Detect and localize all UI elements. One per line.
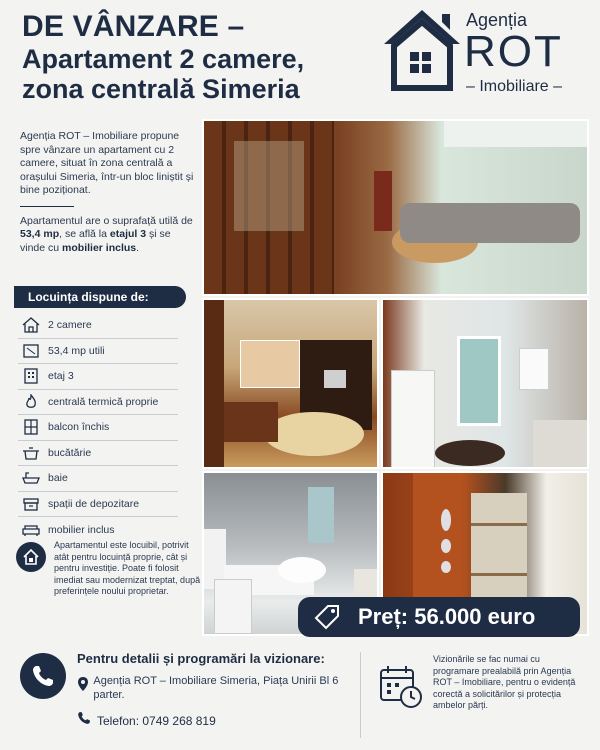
feature-label: spații de depozitare [48,497,140,510]
feature-item [18,339,178,365]
feature-label: centrală termică proprie [48,395,159,408]
intro-floor: etajul 3 [109,228,147,240]
intro-paragraph-2 [20,215,196,256]
flame-icon [18,394,48,410]
storage-box-icon [18,496,48,512]
feature-label: 53,4 mp utili [48,344,105,357]
intro-text-part: , se află la [59,228,110,240]
logo-imobiliare: – Imobiliare – [466,78,563,95]
feature-item [18,441,178,467]
house-icon [18,317,48,333]
feature-label: mobilier inclus [48,523,115,536]
price-label: Preț: 56.000 euro [358,604,536,629]
feature-label: balcon închis [48,421,110,434]
contact-phone[interactable] [77,711,216,730]
bottom-divider [360,652,361,738]
kitchen-photo [381,298,589,469]
agency-logo [382,8,592,98]
area-icon [18,343,48,359]
headline-line-3: zona centrală Simeria [22,74,300,104]
intro-text [20,130,196,255]
building-icon [18,368,48,384]
feature-item [18,517,178,543]
window-icon [18,419,48,435]
feature-item [18,415,178,441]
feature-item [18,492,178,518]
sofa-icon [18,522,48,538]
intro-text-part: și se vinde cu [20,228,171,254]
feature-item [18,313,178,339]
headline [22,10,382,104]
feature-item [18,390,178,416]
feature-label: 2 camere [48,319,92,332]
contact-address [77,674,347,702]
feature-label: bucătărie [48,446,92,459]
location-pin-icon [77,674,93,702]
intro-furniture: mobilier inclus [62,241,137,254]
feature-item [18,466,178,492]
pot-icon [18,445,48,461]
headline-line-2: Apartament 2 camere, [22,44,305,74]
living-room-photo [202,119,589,296]
contact-title: Pentru detalii și programări la vizionare: [77,651,325,666]
feature-label: baie [48,472,68,485]
house-key-icon [16,542,46,572]
bathtub-icon [18,470,48,486]
feature-item [18,364,178,390]
visit-note: Vizionările se fac numai cu programare prealabilă prin Agenția ROT – Imobiliare, pentru o evidență corectă a solicitărilor și protecția ambelor părți. [433,654,576,710]
price-banner [298,597,580,637]
address-text: Agenția ROT – Imobiliare Simeria, Piața Unirii Bl 6 parter. [93,675,339,701]
logo-agentia: Agenția [466,10,528,30]
logo-rot: ROT [464,27,563,76]
price-tag-icon [312,602,342,632]
calendar-clock-icon [378,664,424,710]
phone-icon [20,653,66,699]
features-heading: Locuința dispune de: [14,286,186,308]
phone-text[interactable]: Telefon: 0749 268 819 [97,713,216,728]
headline-line-1: DE VÂNZARE – [22,10,245,43]
features-list [18,313,178,543]
bedroom-photo [202,298,379,469]
intro-paragraph-1: Agenția ROT – Imobiliare propune spre vânzare un apartament cu 2 camere, situat în zona centrală a orașului Simeria, într-un bloc liniștit și bine poziționat. [20,130,194,196]
intro-text-part: Apartamentul are o suprafață utilă de [20,214,193,227]
intro-text-part: . [136,241,140,254]
feature-label: etaj 3 [48,370,74,383]
house-logo-icon [382,8,462,94]
intro-divider [20,206,74,207]
small-phone-icon [77,711,97,730]
note-text: Apartamentul este locuibil, potrivit atât pentru locuință proprie, cât și pentru investiție. Poate fi folosit imediat sau modernizat treptat, după preferințele noului proprietar. [54,540,201,596]
intro-area: 53,4 mp [20,228,60,240]
